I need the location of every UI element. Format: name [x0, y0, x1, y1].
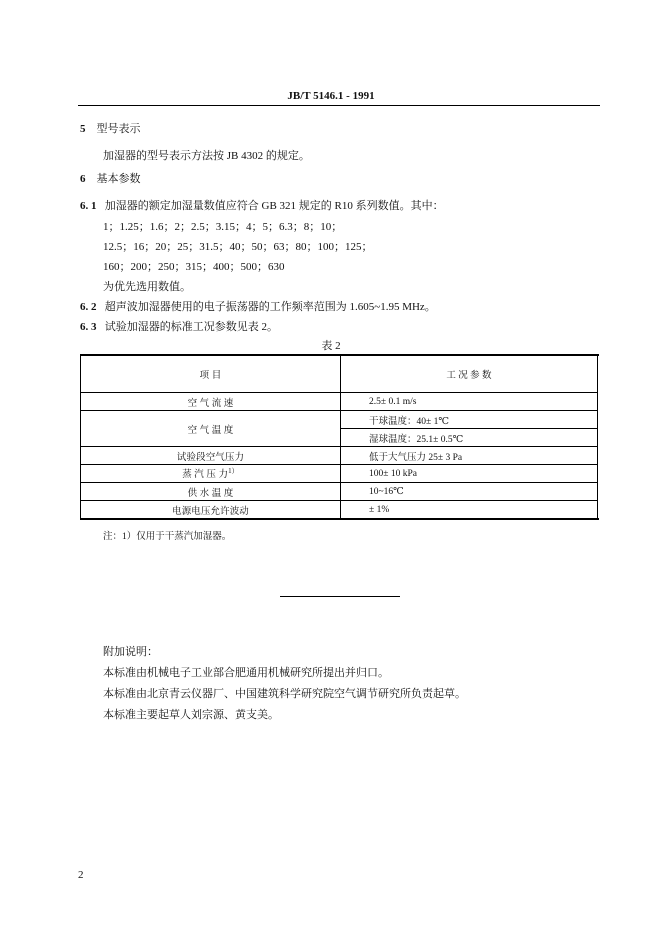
section-6-title: 基本参数 [96, 173, 141, 185]
appendix-line-3: 本标准主要起草人刘宗源、黄支美。 [103, 709, 279, 721]
table-top-rule [80, 354, 599, 356]
r10-values-row-1: 1；1.25；1.6；2；2.5；3.15；4；5；6.3；8；10； [103, 221, 343, 233]
section-6-1-text: 加湿器的额定加湿量数值应符合 GB 321 规定的 R10 系列数值。其中： [104, 200, 444, 212]
table-bottom-rule [80, 518, 599, 520]
appendix-line-1: 本标准由机械电子工业部合肥通用机械研究所提出并归口。 [103, 667, 389, 679]
appendix-line-2: 本标准由北京青云仪器厂、中国建筑科学研究院空气调节研究所负责起草。 [103, 688, 466, 700]
row-item: 空 气 流 速 [81, 393, 341, 411]
document-code-header: JB/T 5146.1 - 1991 [287, 90, 375, 102]
table-row [81, 483, 598, 501]
header-rule [78, 105, 600, 106]
row-item: 供 水 温 度 [81, 483, 341, 501]
section-6-2-number: 6. 2 [80, 301, 97, 313]
row-item: 电源电压允许波动 [81, 501, 341, 519]
section-6-2-text: 超声波加湿器使用的电子振荡器的工作频率范围为 1.605~1.95 MHz。 [104, 301, 436, 313]
row-item-with-footnote [81, 465, 341, 483]
row-item: 蒸 汽 压 力 [182, 470, 229, 481]
section-6-heading [80, 170, 141, 186]
table-row [81, 501, 598, 519]
row-value-dry-bulb: 干球温度：40± 1℃ [341, 411, 598, 429]
r10-values-row-2: 12.5；16；20；25；31.5；40；50；63；80；100；125； [103, 241, 373, 253]
section-5-number: 5 [80, 123, 86, 135]
section-6-3-text: 试验加湿器的标准工况参数见表 2。 [104, 321, 278, 333]
table-header-row [81, 356, 598, 393]
section-6-3-number: 6. 3 [80, 321, 97, 333]
row-item: 空 气 温 度 [81, 411, 341, 447]
appendix-title: 附加说明： [103, 646, 158, 658]
section-5-title: 型号表示 [96, 123, 141, 135]
table-footnote: 注：1）仅用于干蒸汽加湿器。 [103, 532, 232, 542]
preferred-values-note: 为优先选用数值。 [103, 281, 191, 293]
row-value: 100± 10 kPa [341, 465, 598, 483]
row-value: 10~16℃ [341, 483, 598, 501]
end-rule [280, 596, 400, 597]
r10-values-row-3: 160；200；250；315；400；500；630 [103, 261, 285, 273]
table-row [81, 411, 598, 429]
section-6-1-number: 6. 1 [80, 200, 97, 212]
section-5-heading [80, 120, 141, 136]
row-value-wet-bulb: 湿球温度：25.1± 0.5℃ [341, 429, 598, 447]
test-conditions-table [80, 355, 598, 519]
page-number: 2 [78, 869, 84, 881]
table-row [81, 393, 598, 411]
table-row [81, 447, 598, 465]
header-params-cell: 工 况 参 数 [341, 356, 598, 393]
section-5-text: 加湿器的型号表示方法按 JB 4302 的规定。 [103, 150, 310, 162]
section-6-2 [80, 298, 436, 314]
section-6-number: 6 [80, 173, 86, 185]
row-value: 低于大气压力 25± 3 Pa [341, 447, 598, 465]
footnote-marker: 1） [228, 467, 239, 476]
row-value: 2.5± 0.1 m/s [341, 393, 598, 411]
table-row [81, 465, 598, 483]
header-item-cell: 项 目 [81, 356, 341, 393]
section-6-3 [80, 318, 278, 334]
table-caption: 表 2 [321, 340, 341, 352]
row-value: ± 1% [341, 501, 598, 519]
row-item: 试验段空气压力 [81, 447, 341, 465]
section-6-1 [80, 197, 444, 213]
